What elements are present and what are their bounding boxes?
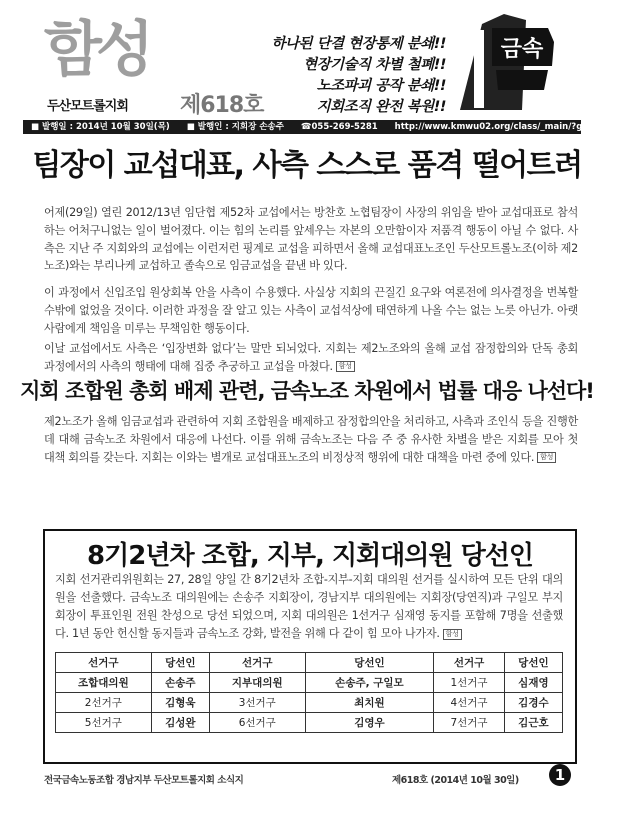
article1-paragraph-2: 이 과정에서 신입조입 원상회복 안을 사측이 수용했다. 사실상 지회의 끈질긴 요구와 여론전에 의사결정을 번복할 수밖에 없었을 것이다. 이러한 과정을 잘 알고 있는 사측이 교섭석상에 태연하게 나올 수는 없는 노릇 아닌가. 아랫사람에게 책임을 미루는 무책임한 행동이다. bbox=[44, 286, 578, 335]
table-cell: 2선거구 bbox=[56, 693, 152, 713]
table-cell: 김형욱 bbox=[151, 693, 209, 713]
table-cell: 김경수 bbox=[504, 693, 562, 713]
page-number: 1 bbox=[549, 764, 571, 786]
footer-publisher: 전국금속노동조합 경남지부 두산모트롤지회 소식지 bbox=[44, 775, 244, 786]
table-cell: 심재영 bbox=[504, 673, 562, 693]
article3-paragraph-text: 지회 선거관리위원회는 27, 28일 양일 간 8기2년차 조합-지부-지회 대의원 선거를 실시하여 모든 단위 대의원을 선출했다. 금속노조 대의원에는 손송주 지회장이, 경남지부 대의원에는 지회장(당연직)과 구일모 부지회장이 투표인원 전원 찬성으로 당선 되었으며, 지회 대의원은 1선거구 심재영 동지를 포함해 7명을 선출했다. 1년 동안 헌신할 동지들과 금속노조 강화, 발전을 위해 다 같이 힘 모아 나가자. bbox=[55, 573, 563, 640]
slogan-3: 노조파괴 공작 분쇄!! bbox=[316, 78, 446, 94]
table-row bbox=[56, 673, 563, 693]
footer-issue: 제618호 (2014년 10월 30일) bbox=[392, 775, 519, 786]
phone: ☎055-269-5281 bbox=[300, 122, 378, 132]
hamseong-tag: 함성 bbox=[537, 452, 556, 463]
article1-paragraph-1: 어제(29일) 열린 2012/13년 임단협 제52차 교섭에서는 방찬호 노협팀장이 사장의 위임을 받아 교섭대표로 참석하는 어처구니없는 일이 벌어졌다. 이는 힘의 논리를 앞세우는 자본의 오만함이자 저품격 행동이 아닐 수 없다. 사측은 지난 주 지회와의 교섭에는 이런저런 핑계로 교섭을 피하면서 올해 교섭대표노조인 두산모트롤노조(이하 제2노조)와는 부리나케 교섭하고 졸속으로 임금교섭을 끝낸 바 있다. bbox=[44, 206, 578, 273]
article3-paragraph bbox=[55, 571, 563, 643]
slogan-1: 하나된 단결 현장통제 분쇄!! bbox=[271, 36, 446, 52]
slogan-list bbox=[272, 34, 446, 118]
table-cell: 1선거구 bbox=[434, 673, 505, 693]
table-header: 당선인 bbox=[151, 653, 209, 673]
table-row bbox=[56, 713, 563, 733]
publisher: ■ 발행인 : 지회장 손송주 bbox=[186, 122, 284, 132]
table-cell: 7선거구 bbox=[434, 713, 505, 733]
article2-headline: 지회 조합원 총회 배제 관련, 금속노조 차원에서 법률 대응 나선다! bbox=[20, 379, 594, 403]
table-row bbox=[56, 693, 563, 713]
table-cell: 김성완 bbox=[151, 713, 209, 733]
article3-headline: 8기2년차 조합, 지부, 지회대의원 당선인 bbox=[87, 541, 533, 571]
table-cell: 4선거구 bbox=[434, 693, 505, 713]
badge-text: 금속 bbox=[500, 37, 544, 62]
slogan-2: 현장기술직 차별 철폐!! bbox=[303, 57, 446, 73]
hamseong-tag: 함성 bbox=[336, 361, 355, 372]
table-cell: 조합대의원 bbox=[56, 673, 152, 693]
table-cell: 손송주, 구일모 bbox=[305, 673, 434, 693]
newsletter-logo bbox=[44, 10, 194, 90]
hamseong-tag: 함성 bbox=[443, 629, 462, 640]
table-cell: 지부대의원 bbox=[209, 673, 305, 693]
table-header: 당선인 bbox=[305, 653, 434, 673]
slogan-4: 지회조직 완전 복원!! bbox=[316, 99, 446, 115]
table-header: 선거구 bbox=[56, 653, 152, 673]
logo-text: 함성 bbox=[44, 15, 148, 85]
issue-number: 제618호 bbox=[180, 93, 264, 118]
article2-paragraph-text: 제2노조가 올해 임금교섭과 관련하여 지회 조합원을 배제하고 잠정합의안을 처리하고, 사측과 조인식 등을 진행한데 대해 금속노조 차원에서 대응에 나선다. 이를 위해 금속노조는 다음 주 중 유사한 차별을 받은 지회를 모아 첫 대책 회의를 갖는다. 지회는 이와는 별개로 교섭대표노조의 비정상적 행위에 대한 대책을 마련 중에 있다. bbox=[44, 415, 578, 464]
table-cell: 6선거구 bbox=[209, 713, 305, 733]
article1-paragraph-3 bbox=[44, 340, 578, 376]
table-header-row bbox=[56, 653, 563, 673]
union-fist-logo bbox=[452, 6, 562, 114]
table-cell: 3선거구 bbox=[209, 693, 305, 713]
masthead bbox=[0, 0, 614, 118]
article2-paragraph bbox=[44, 413, 578, 466]
info-bar bbox=[23, 120, 625, 134]
org-name: 두산모트롤지회 bbox=[47, 99, 128, 114]
table-cell: 5선거구 bbox=[56, 713, 152, 733]
results-table bbox=[55, 652, 563, 733]
table-header: 선거구 bbox=[209, 653, 305, 673]
table-cell: 최치원 bbox=[305, 693, 434, 713]
table-cell: 손송주 bbox=[151, 673, 209, 693]
table-header: 선거구 bbox=[434, 653, 505, 673]
publish-date: ■ 발행일 : 2014년 10월 30일(목) bbox=[31, 122, 170, 132]
table-cell: 김근호 bbox=[504, 713, 562, 733]
table-header: 당선인 bbox=[504, 653, 562, 673]
article1-paragraph-3-text: 이날 교섭에서도 사측은 ‘입장변화 없다’는 말만 되뇌었다. 지회는 제2노조와의 올해 교섭 잠정합의와 단독 총회 과정에서의 사측의 행태에 대해 집중 추궁하고 교섭을 마쳤다. bbox=[44, 342, 578, 373]
table-cell: 김영우 bbox=[305, 713, 434, 733]
article1-headline: 팀장이 교섭대표, 사측 스스로 품격 떨어트려 bbox=[32, 148, 582, 183]
website-url: http://www.kmwu02.org/class/_main/?gr_id=040 bbox=[394, 122, 625, 132]
election-results-box bbox=[43, 529, 577, 764]
